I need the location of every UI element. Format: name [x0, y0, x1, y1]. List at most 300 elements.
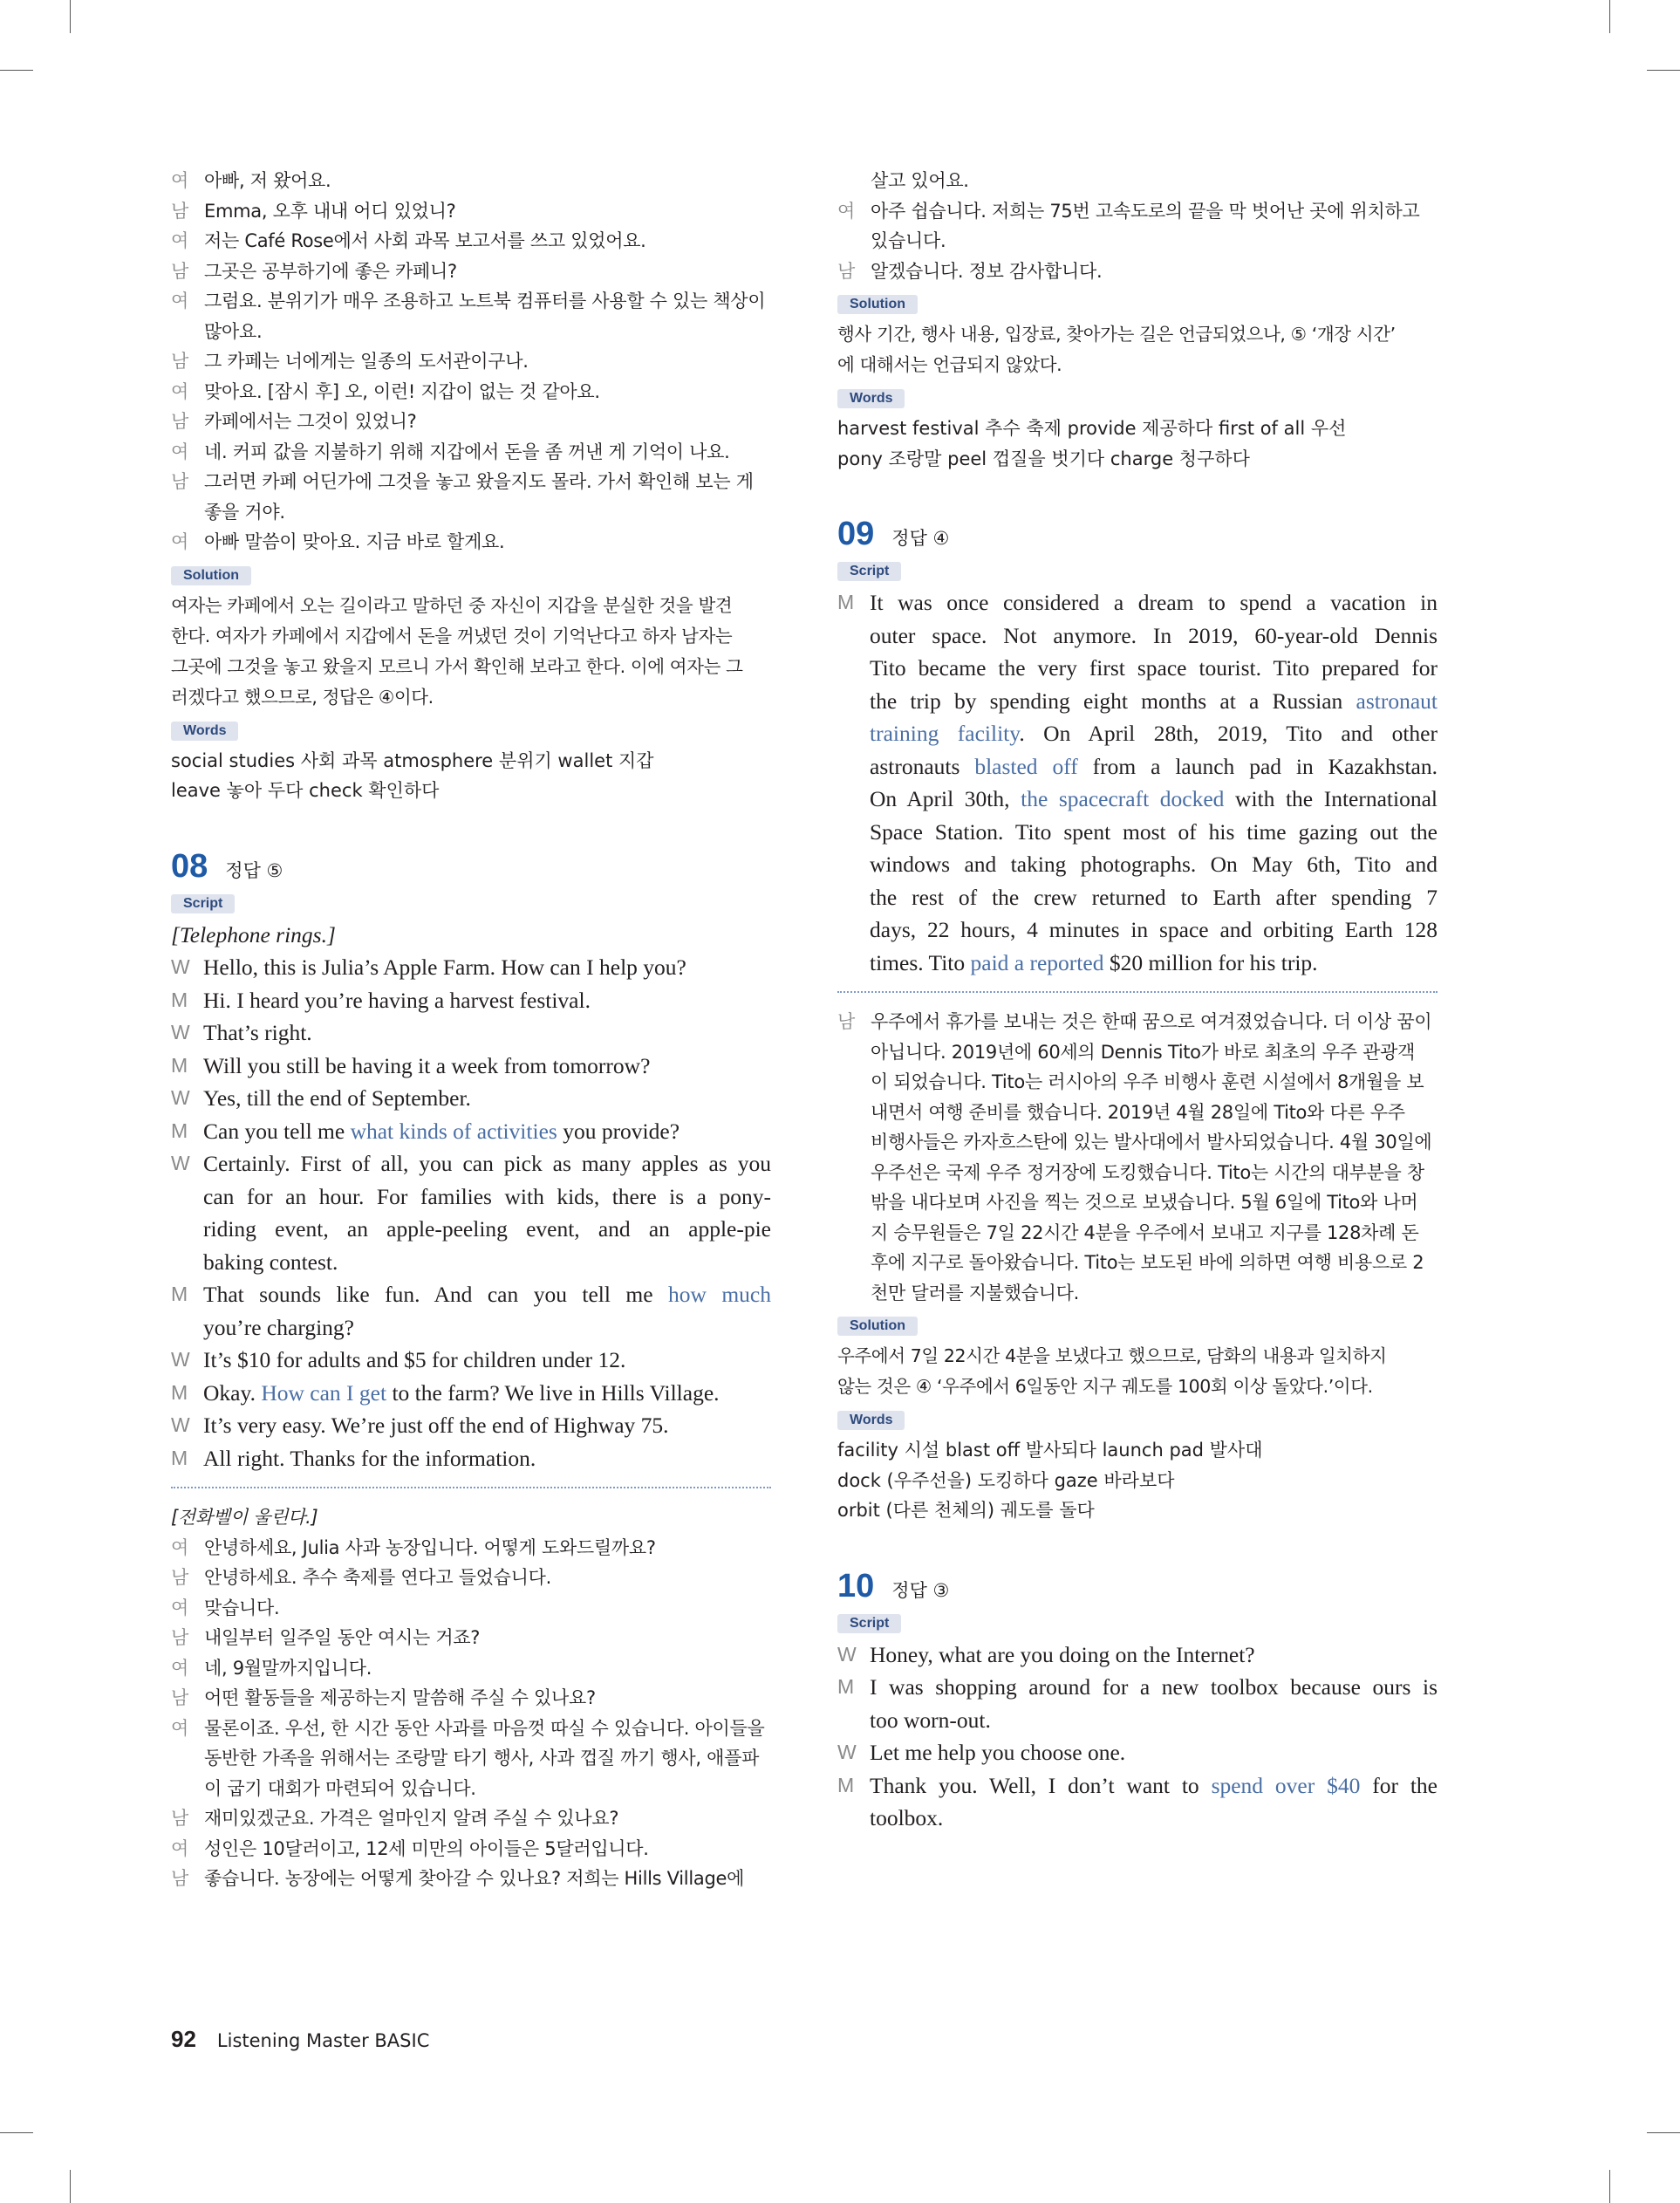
text-line: 않는 것은 ④ ‘우주에서 6일동안 지구 궤도를 100회 이상 돌았다.’이다. [837, 1376, 1373, 1397]
text-line: dock (우주선을) 도킹하다 gaze 바라보다 [837, 1469, 1175, 1491]
line-text: 천만 달러를 지불했습니다. [871, 1282, 1079, 1303]
highlighted-phrase: astronaut [1356, 688, 1438, 714]
korean-line [837, 1248, 1438, 1278]
script-line [837, 619, 1438, 653]
line-text: 비행사들은 카자흐스탄에 있는 발사대에서 발사되었습니다. 4월 30일에 [871, 1132, 1432, 1153]
korean-line [171, 286, 771, 317]
answer-label: 정답 ③ [891, 1579, 950, 1601]
script-line [171, 1082, 771, 1115]
line-text [870, 1736, 1438, 1769]
script-09-label: Script [837, 562, 901, 581]
line-text: 동반한 가족을 위해서는 조랑말 타기 행사, 사과 껍질 까기 행사, 애플파 [204, 1748, 760, 1769]
speaker-label [837, 913, 870, 947]
script-08-korean-continued [837, 166, 1438, 286]
line-text [203, 1213, 771, 1246]
korean-line [171, 1714, 771, 1744]
speaker-label [837, 1278, 871, 1309]
speaker-label [837, 166, 871, 196]
text-line: 우주에서 7일 22시간 4분을 보냈다고 했으므로, 담화의 내용과 일치하지 [837, 1345, 1387, 1366]
text-segment: Hi. I heard you’re having a harvest festival. [203, 987, 591, 1013]
korean-line [171, 1834, 771, 1864]
text-segment: $20 million for his trip. [1103, 949, 1318, 975]
script-line [171, 1147, 771, 1180]
crop-mark [70, 0, 71, 33]
text-segment: Okay. [203, 1379, 262, 1406]
text-line: pony 조랑말 peel 껍질을 벗기다 charge 청구하다 [837, 448, 1250, 469]
line-text [203, 1377, 771, 1410]
speaker-label [837, 226, 871, 257]
line-text [203, 951, 771, 984]
line-text: 어떤 활동들을 제공하는지 말씀해 주실 수 있나요? [204, 1687, 596, 1708]
korean-line [171, 1864, 771, 1894]
speaker-label [837, 1187, 871, 1218]
line-text: 이 굽기 대회가 마련되어 있습니다. [204, 1777, 476, 1799]
section-08-header [171, 848, 771, 886]
script-10-english [837, 1639, 1438, 1835]
line-text [870, 1704, 1438, 1737]
speaker-label: W [837, 1642, 857, 1666]
text-line: harvest festival 추수 축제 provide 제공하다 first of all 우선 [837, 418, 1347, 439]
line-text: 내면서 여행 준비를 했습니다. 2019년 4월 28일에 Tito와 다른 우주 [871, 1101, 1405, 1123]
speaker-label: 여 [171, 380, 188, 402]
line-text: 살고 있어요. [871, 170, 969, 191]
script-line [171, 1016, 771, 1050]
korean-line [837, 1098, 1438, 1128]
speaker-label [171, 1311, 203, 1344]
speaker-label: W [171, 1152, 190, 1174]
line-text [203, 1180, 771, 1214]
speaker-label: W [171, 1021, 190, 1043]
script-line [837, 848, 1438, 881]
line-text [203, 1082, 771, 1115]
solution-09-label: Solution [837, 1317, 918, 1336]
text-segment: for the [1360, 1772, 1438, 1798]
text-segment: Will you still be having it a week from tomorrow? [203, 1052, 651, 1078]
line-text: 그럼요. 분위기가 매우 조용하고 노트북 컴퓨터를 사용할 수 있는 책상이 [204, 291, 766, 311]
korean-line [171, 497, 771, 528]
highlighted-phrase: blasted off [974, 753, 1078, 779]
korean-line [837, 1037, 1438, 1068]
korean-line [171, 317, 771, 347]
script-08-korean [171, 1533, 771, 1894]
script-line [837, 717, 1438, 750]
script-09-korean [837, 1007, 1438, 1308]
line-text [870, 947, 1438, 980]
page-footer [171, 2026, 429, 2053]
speaker-label: 여 [171, 1657, 188, 1679]
korean-line [837, 1067, 1438, 1098]
korean-line [837, 1187, 1438, 1218]
text-segment: from a launch pad in Kazakhstan. [1077, 753, 1438, 779]
speaker-label [837, 1248, 871, 1278]
highlighted-phrase: what kinds of activities [350, 1118, 557, 1144]
text-segment: It’s very easy. We’re just off the end of Highway 75. [203, 1413, 669, 1438]
script-line [171, 1344, 771, 1377]
korean-line [171, 437, 771, 468]
script-line [837, 947, 1438, 980]
speaker-label: 여 [837, 200, 855, 222]
highlighted-phrase: the spacecraft docked [1021, 786, 1225, 811]
korean-line [171, 1653, 771, 1684]
speaker-label [171, 1213, 203, 1246]
divider [837, 991, 1438, 993]
stage-direction-korean: [전화벨이 울린다.] [171, 1507, 318, 1528]
korean-line [171, 407, 771, 437]
text-segment: It was once considered a dream to spend a vacation in [870, 590, 1438, 615]
korean-line [837, 1278, 1438, 1309]
solution-08-text [837, 319, 1438, 380]
text-segment: . On April 28th, 2019, Tito and other [1019, 721, 1438, 746]
line-text [870, 652, 1438, 685]
text-segment: Honey, what are you doing on the Internet? [870, 1641, 1255, 1667]
speaker-label [171, 1774, 204, 1804]
script-08-english [171, 951, 771, 1474]
line-text [870, 1802, 1438, 1835]
line-text: 후에 지구로 돌아왔습니다. Tito는 보도된 바에 의하면 여행 비용으로 2 [871, 1252, 1424, 1273]
line-text [870, 1671, 1438, 1704]
text-line: leave 놓아 두다 check 확인하다 [171, 780, 440, 801]
line-text: 아빠, 저 왔어요. [204, 170, 331, 191]
line-text: 좋을 거야. [204, 501, 285, 523]
speaker-label: M [837, 591, 855, 613]
section-number: 08 [171, 847, 208, 885]
section-09-header [837, 516, 1438, 553]
highlighted-phrase: paid a reported [970, 949, 1104, 975]
korean-line [171, 257, 771, 287]
line-text: 아빠 말씀이 맞아요. 지금 바로 할게요. [204, 531, 505, 552]
speaker-label: 남 [171, 1567, 188, 1588]
korean-line [171, 1623, 771, 1653]
words-08-list [837, 414, 1438, 474]
line-text [203, 1115, 771, 1148]
script-line [171, 1180, 771, 1214]
line-text: 네, 9월말까지입니다. [204, 1657, 372, 1679]
line-text [870, 913, 1438, 947]
speaker-label: M [171, 988, 188, 1011]
crop-mark [0, 70, 33, 71]
speaker-label [171, 1246, 203, 1279]
korean-line [171, 1803, 771, 1834]
speaker-label: 여 [171, 230, 188, 251]
line-text [870, 783, 1438, 816]
speaker-label [837, 1802, 870, 1835]
korean-line [171, 166, 771, 196]
line-text [870, 750, 1438, 783]
script-line [171, 1442, 771, 1475]
solution-07-label: Solution [171, 566, 251, 585]
text-line: 에 대해서는 언급되지 않았다. [837, 354, 1062, 375]
speaker-label: W [837, 1741, 857, 1763]
speaker-label: 남 [171, 1627, 188, 1648]
line-text [870, 619, 1438, 653]
line-text: 성인은 10달러이고, 12세 미만의 아이들은 5달러입니다. [204, 1837, 649, 1859]
crop-mark [1609, 2170, 1610, 2203]
crop-mark [1609, 0, 1610, 33]
script-line [171, 1213, 771, 1246]
text-line: 그곳에 그것을 놓고 왔을지 모르니 가서 확인해 보라고 한다. 이에 여자는 그 [171, 655, 743, 677]
korean-line [171, 346, 771, 377]
text-segment: toolbox. [870, 1805, 944, 1830]
korean-line [171, 1563, 771, 1593]
speaker-label: 여 [171, 531, 188, 552]
speaker-label: M [171, 1283, 188, 1305]
line-text [870, 586, 1438, 619]
text-line: facility 시설 blast off 발사되다 launch pad 발사대 [837, 1440, 1263, 1461]
line-text: 아닙니다. 2019년에 60세의 Dennis Tito가 바로 최초의 우주 관광객 [871, 1041, 1416, 1063]
korean-line [837, 166, 1438, 196]
line-text [203, 984, 771, 1017]
korean-line [837, 196, 1438, 227]
korean-line [171, 377, 771, 407]
speaker-label: 남 [171, 411, 188, 432]
korean-line [837, 226, 1438, 257]
line-text: 그러면 카페 어딘가에 그것을 놓고 왔을지도 몰라. 가서 확인해 보는 게 [204, 471, 754, 492]
speaker-label: W [171, 1348, 190, 1371]
speaker-label: M [171, 1119, 188, 1142]
highlighted-phrase: How can I get [261, 1379, 387, 1406]
text-segment: too worn-out. [870, 1707, 991, 1733]
korean-line [837, 1158, 1438, 1188]
line-text: 우주에서 휴가를 보내는 것은 한때 꿈으로 여겨졌었습니다. 더 이상 꿈이 [871, 1011, 1432, 1032]
korean-line [171, 1533, 771, 1563]
line-text [870, 685, 1438, 718]
section-number: 09 [837, 516, 875, 552]
highlighted-phrase: how much [667, 1282, 771, 1307]
text-line: orbit (다른 천체의) 궤도를 돌다 [837, 1500, 1095, 1521]
line-text [203, 1344, 771, 1377]
script-line [837, 1671, 1438, 1704]
script-line [171, 1311, 771, 1344]
speaker-label [837, 848, 870, 881]
text-segment: you provide? [557, 1118, 680, 1144]
line-text [870, 1769, 1438, 1803]
words-09-list [837, 1435, 1438, 1526]
script-08-label: Script [171, 894, 235, 913]
text-segment: Let me help you choose one. [870, 1740, 1126, 1765]
speaker-label: M [837, 1675, 855, 1698]
solution-09-text [837, 1341, 1438, 1402]
text-segment: baking contest. [203, 1249, 338, 1275]
korean-line [171, 1593, 771, 1624]
line-text [870, 816, 1438, 849]
page-number: 92 [171, 2026, 196, 2052]
text-segment: riding event, an apple-peeling event, and an apple-pie [203, 1216, 771, 1242]
korean-line [171, 467, 771, 497]
solution-07-text [171, 591, 771, 713]
korean-line [171, 1774, 771, 1804]
text-segment: That’s right. [203, 1020, 312, 1045]
crop-mark [70, 2170, 71, 2203]
line-text: 맞습니다. [204, 1597, 280, 1618]
script-line [837, 1802, 1438, 1835]
line-text [870, 717, 1438, 750]
speaker-label [171, 317, 204, 347]
speaker-label [837, 685, 870, 718]
line-text: 안녕하세요. 추수 축제를 연다고 들었습니다. [204, 1567, 551, 1588]
highlighted-phrase: spend over $40 [1211, 1772, 1361, 1798]
line-text: 내일부터 일주일 동안 여시는 거죠? [204, 1627, 481, 1648]
speaker-label [837, 750, 870, 783]
highlighted-phrase: training facility [870, 721, 1020, 746]
text-segment: can for an hour. For families with kids, there is a pony- [203, 1183, 771, 1209]
text-segment: It’s $10 for adults and $5 for children under 12. [203, 1347, 626, 1372]
line-text: 많아요. [204, 320, 263, 342]
speaker-label: 남 [171, 351, 188, 372]
crop-mark [1647, 70, 1680, 71]
line-text [203, 1246, 771, 1279]
text-segment: I was shopping around for a new toolbox because ours is [870, 1674, 1438, 1700]
stage-direction: [Telephone rings.] [171, 921, 336, 948]
text-segment: times. Tito [870, 949, 971, 975]
text-line: 여자는 카페에서 오는 길이라고 말하던 중 자신이 지갑을 분실한 것을 발견 [171, 594, 733, 616]
line-text: 재미있겠군요. 가격은 얼마인지 알려 주실 수 있나요? [204, 1808, 619, 1829]
words-08-label: Words [837, 389, 905, 408]
speaker-label: M [171, 1053, 188, 1077]
script-line [837, 881, 1438, 914]
section-number: 10 [837, 1567, 875, 1604]
speaker-label: 여 [171, 1717, 188, 1739]
speaker-label [837, 1067, 871, 1098]
speaker-label: W [171, 1086, 190, 1109]
speaker-label [837, 717, 870, 750]
speaker-label: 여 [171, 170, 188, 191]
speaker-label: 남 [837, 1011, 855, 1032]
speaker-label [837, 783, 870, 816]
speaker-label [837, 652, 870, 685]
text-segment: astronauts [870, 753, 975, 779]
text-segment: you’re charging? [203, 1314, 354, 1340]
line-text: 있습니다. [871, 230, 946, 251]
solution-08-label: Solution [837, 295, 918, 314]
line-text: 아주 쉽습니다. 저희는 75번 고속도로의 끝을 막 벗어난 곳에 위치하고 [871, 200, 1420, 222]
line-text: 좋습니다. 농장에는 어떻게 찾아갈 수 있나요? 저희는 Hills Village에 [204, 1868, 745, 1889]
speaker-label: 남 [171, 471, 188, 492]
speaker-label: 여 [171, 1837, 188, 1859]
section-10-header [837, 1568, 1438, 1605]
text-segment: windows and taking photographs. On May 6th, Tito and [870, 852, 1438, 877]
script-line [171, 1377, 771, 1410]
line-text [870, 881, 1438, 914]
line-text [870, 1639, 1438, 1672]
speaker-label [837, 881, 870, 914]
script-line [837, 1704, 1438, 1737]
korean-line [171, 527, 771, 558]
text-segment: All right. Thanks for the information. [203, 1445, 536, 1471]
script-line [837, 1769, 1438, 1803]
crop-mark [0, 2132, 33, 2133]
text-segment: to the farm? We live in Hills Village. [386, 1379, 720, 1406]
text-line: social studies 사회 과목 atmosphere 분위기 wallet 지갑 [171, 749, 654, 771]
script-line [837, 750, 1438, 783]
line-text [203, 1409, 771, 1442]
script-line [171, 1115, 771, 1148]
speaker-label: W [171, 955, 190, 978]
line-text [203, 1050, 771, 1083]
script-line [171, 1409, 771, 1442]
speaker-label [837, 1098, 871, 1128]
line-text: 우주선은 국제 우주 정거장에 도킹했습니다. Tito는 시간의 대부분을 창 [871, 1161, 1424, 1183]
text-segment: Space Station. Tito spent most of his time gazing out the [870, 818, 1438, 845]
script-line [171, 1050, 771, 1083]
script-line [171, 1278, 771, 1311]
speaker-label [171, 1180, 203, 1214]
line-text: Emma, 오후 내내 어디 있었니? [204, 200, 456, 222]
speaker-label: M [837, 1773, 855, 1796]
words-09-label: Words [837, 1411, 905, 1430]
line-text [203, 1016, 771, 1050]
line-text [203, 1442, 771, 1475]
line-text: 맞아요. [잠시 후] 오, 이런! 지갑이 없는 것 같아요. [204, 380, 600, 402]
script-line [837, 783, 1438, 816]
script-09-english [837, 586, 1438, 979]
text-segment: On April 30th, [870, 786, 1021, 811]
text-segment: Thank you. Well, I don’t want to [870, 1772, 1212, 1798]
speaker-label: 남 [171, 260, 188, 282]
text-segment: outer space. Not anymore. In 2019, 60-year-old Dennis [870, 622, 1438, 648]
speaker-label: 남 [171, 200, 188, 222]
speaker-label [837, 1127, 871, 1158]
text-segment: That sounds like fun. And can you tell me [203, 1282, 668, 1307]
text-segment: Can you tell me [203, 1118, 351, 1144]
speaker-label: 남 [171, 1808, 188, 1829]
text-segment: days, 22 hours, 4 minutes in space and orbiting Earth 128 [870, 917, 1438, 942]
text-line: 행사 기간, 행사 내용, 입장료, 찾아가는 길은 언급되었으나, ⑤ ‘개장 시간’ [837, 324, 1396, 345]
speaker-label [837, 1704, 870, 1737]
speaker-label: 여 [171, 291, 188, 311]
speaker-label: 여 [171, 441, 188, 462]
speaker-label: 남 [837, 260, 855, 282]
script-line [837, 652, 1438, 685]
text-line: 러겠다고 했으므로, 정답은 ④이다. [171, 686, 434, 708]
words-07-label: Words [171, 722, 238, 741]
script-line [837, 1736, 1438, 1769]
text-segment: Certainly. First of all, you can pick as many apples as you [203, 1151, 771, 1176]
speaker-label: W [171, 1413, 190, 1436]
line-text: 네. 커피 값을 지불하기 위해 지갑에서 돈을 좀 꺼낸 게 기억이 나요. [204, 441, 730, 462]
line-text: 지 승무원들은 7일 22시간 4분을 우주에서 보내고 지구를 128차례 돈 [871, 1221, 1419, 1243]
text-segment: Yes, till the end of September. [203, 1085, 471, 1111]
speaker-label: 여 [171, 1597, 188, 1618]
divider [171, 1487, 771, 1488]
script-10-label: Script [837, 1614, 901, 1633]
script-line [837, 685, 1438, 718]
answer-label: 정답 ⑤ [225, 859, 283, 881]
line-text: 알겠습니다. 정보 감사합니다. [871, 260, 1103, 282]
text-segment: Tito became the very first space tourist. Tito prepared for [870, 655, 1438, 681]
script-line [171, 1246, 771, 1279]
speaker-label: M [171, 1446, 188, 1469]
crop-mark [1647, 2132, 1680, 2133]
script-line [837, 1639, 1438, 1672]
words-07-list [171, 746, 771, 806]
script-line [837, 816, 1438, 849]
korean-line [837, 257, 1438, 287]
speaker-label [171, 497, 204, 528]
line-text: 저는 Café Rose에서 사회 과목 보고서를 쓰고 있었어요. [204, 230, 646, 251]
text-segment: Hello, this is Julia’s Apple Farm. How can I help you? [203, 954, 686, 980]
left-column [171, 166, 771, 1894]
line-text: 이 되었습니다. Tito는 러시아의 우주 비행사 훈련 시설에서 8개월을 보 [871, 1071, 1424, 1092]
korean-line [837, 1007, 1438, 1037]
text-segment: the trip by spending eight months at a Russian [870, 688, 1356, 714]
korean-line [837, 1218, 1438, 1249]
line-text [203, 1147, 771, 1180]
speaker-label [837, 1218, 871, 1249]
line-text: 그 카페는 너에게는 일종의 도서관이구나. [204, 351, 529, 372]
korean-line [171, 1743, 771, 1774]
book-title: Listening Master BASIC [216, 2030, 430, 2051]
korean-line [171, 196, 771, 227]
